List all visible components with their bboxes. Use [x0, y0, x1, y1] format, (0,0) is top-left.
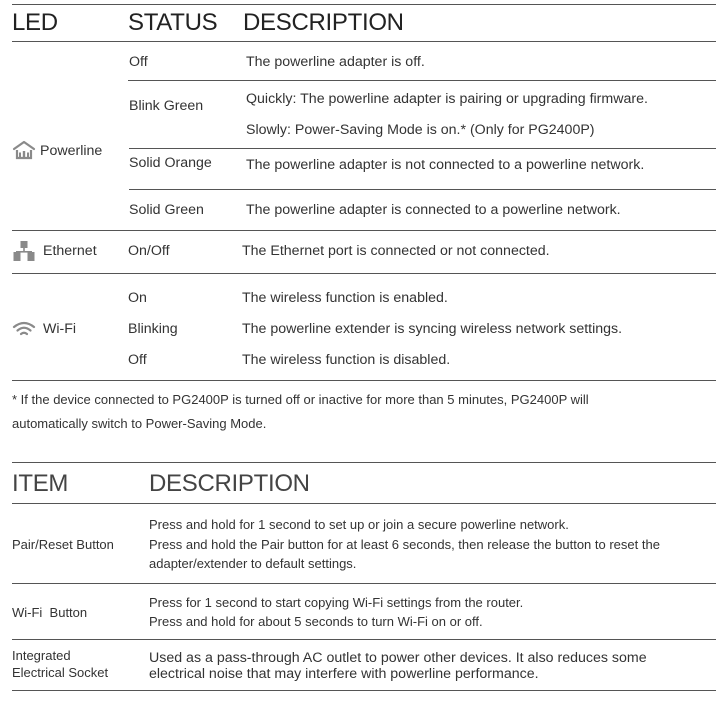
- status-blinking: Blinking: [128, 321, 178, 337]
- description: Quickly: The powerline adapter is pairing or upgrading firmware.: [246, 91, 648, 107]
- status-off: Off: [128, 352, 147, 368]
- row-divider: [128, 80, 716, 81]
- item-label: Pair/Reset Button: [12, 537, 114, 552]
- status-solid-green: Solid Green: [129, 202, 204, 218]
- item-label: Wi-Fi Button: [12, 605, 88, 620]
- item-label: Electrical Socket: [12, 665, 109, 680]
- wifi-icon: [12, 320, 36, 343]
- description: Press and hold for about 5 seconds to turn Wi-Fi on or off.: [149, 614, 483, 629]
- column-header-description: DESCRIPTION: [243, 9, 404, 36]
- description: Press for 1 second to start copying Wi-Fi settings from the router.: [149, 595, 524, 610]
- table-top-border: [12, 4, 716, 5]
- column-header-status: STATUS: [128, 9, 218, 36]
- description: The wireless function is disabled.: [242, 352, 451, 368]
- column-header-led: LED: [12, 9, 58, 36]
- status-on: On: [128, 290, 147, 306]
- description: electrical noise that may interfere with powerline performance.: [149, 666, 539, 682]
- footnote-line: automatically switch to Power-Saving Mode.: [12, 416, 267, 431]
- row-divider: [129, 148, 716, 149]
- led-label-wifi: Wi-Fi: [43, 321, 77, 337]
- description: adapter/extender to default settings.: [149, 556, 357, 571]
- description: Slowly: Power-Saving Mode is on.* (Only for PG2400P): [246, 122, 595, 138]
- table-bottom-border: [12, 380, 716, 381]
- led-label-powerline: Powerline: [40, 143, 103, 159]
- table-top-border: [12, 462, 716, 463]
- description: Press and hold for 1 second to set up or join a secure powerline network.: [149, 517, 569, 532]
- description: Press and hold the Pair button for at least 6 seconds, then release the button to reset the: [149, 537, 660, 552]
- description: The powerline extender is syncing wireless network settings.: [242, 321, 623, 337]
- header-divider: [12, 503, 716, 504]
- ethernet-icon: [12, 240, 36, 267]
- column-header-item: ITEM: [12, 470, 69, 497]
- row-divider: [12, 639, 716, 640]
- column-header-description: DESCRIPTION: [149, 470, 310, 497]
- footnote-line: * If the device connected to PG2400P is turned off or inactive for more than 5 minutes, PG2400P will: [12, 392, 589, 407]
- description: The powerline adapter is not connected to a powerline network.: [246, 157, 645, 173]
- status-blink-green: Blink Green: [129, 98, 204, 114]
- led-label-ethernet: Ethernet: [43, 243, 97, 259]
- group-divider: [12, 230, 716, 231]
- description: The wireless function is enabled.: [242, 290, 448, 306]
- group-divider: [12, 273, 716, 274]
- header-divider: [12, 41, 716, 42]
- house-icon: [12, 140, 36, 165]
- description: The Ethernet port is connected or not connected.: [242, 243, 550, 259]
- description: The powerline adapter is off.: [246, 54, 425, 70]
- status-solid-orange: Solid Orange: [129, 155, 212, 171]
- table-bottom-border: [12, 690, 716, 691]
- status-on-off: On/Off: [128, 243, 170, 259]
- description: Used as a pass-through AC outlet to power other devices. It also reduces some: [149, 650, 647, 666]
- status-off: Off: [129, 54, 148, 70]
- row-divider: [129, 189, 716, 190]
- item-label: Integrated: [12, 648, 71, 663]
- description: The powerline adapter is connected to a powerline network.: [246, 202, 621, 218]
- row-divider: [12, 583, 716, 584]
